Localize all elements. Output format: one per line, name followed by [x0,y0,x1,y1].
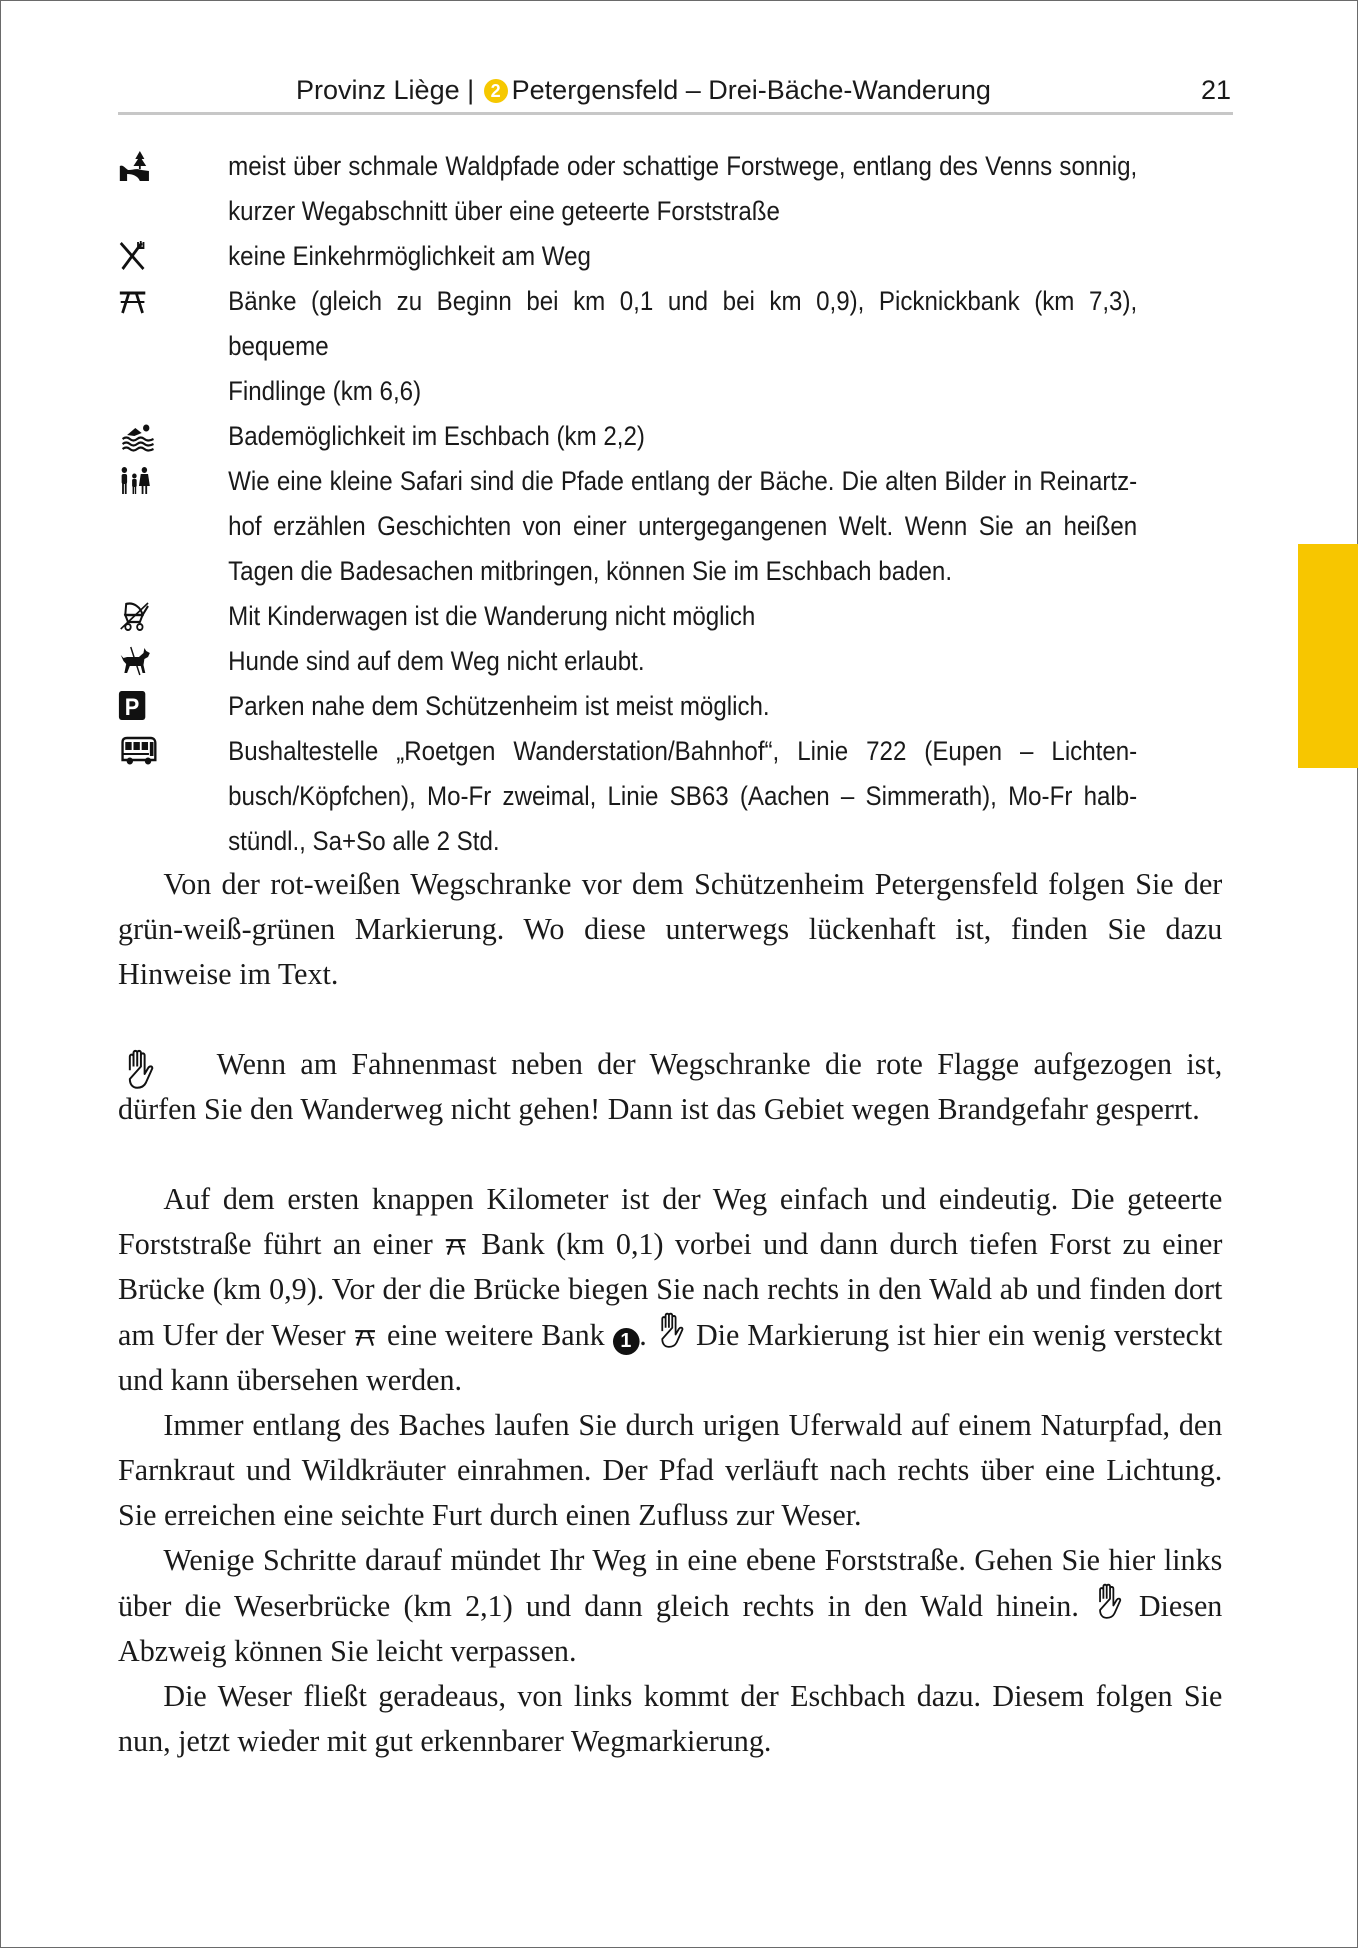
stroller-icon [118,600,151,632]
bench-icon-inline [444,1234,470,1258]
header-separator: | [467,75,475,105]
paragraph-start: Von der rot-weißen Wegschranke vor dem Schützenheim Petergensfeld folgen Sie der grün-weiß-grünen Markierung. Wo diese unterwegs lückenhaft ist, finden Sie dazu Hinweise im Text. [118,867,1223,991]
header-title [296,75,991,106]
info-line: Bänke (gleich zu Beginn bei km 0,1 und bei km 0,9), Picknickbank (km 7,3), bequeme [228,286,1138,361]
info-line: Mit Kinderwagen ist die Wanderung nicht möglich [228,601,756,631]
info-item-bench [118,279,1137,414]
family-icon [118,465,151,497]
bus-icon [118,735,160,767]
route-text-c: eine weitere Bank [386,1318,605,1352]
info-item-trail [118,144,1137,234]
info-item-dog [118,639,1137,684]
info-item-restaurant [118,234,1137,279]
parking-icon [118,690,151,722]
page-number: 21 [1200,75,1231,105]
trail-surface-icon [118,150,151,182]
info-line: Findlinge (km 6,6) [228,376,422,406]
header-region: Provinz Liège [296,75,460,105]
info-line: keine Einkehrmöglichkeit am Weg [228,241,591,271]
parking-letter: P [124,693,140,721]
info-item-swimming [118,414,1137,459]
info-line: stündl., Sa+So alle 2 Std. [228,826,500,856]
info-line: hof erzählen Geschichten von einer untergegangenen Welt. Wenn Sie an heißen [228,511,1138,541]
swimming-icon [118,420,158,452]
warning-hand-icon [655,1312,689,1348]
paragraph-route [118,1177,1222,1403]
paragraph-bridge [118,1538,1222,1674]
info-line: Parken nahe dem Schützenheim ist meist möglich. [228,691,770,721]
info-line: busch/Köpfchen), Mo-Fr zweimal, Linie SB63 (Aachen – Simmerath), Mo-Fr halb- [228,781,1138,811]
route-text-b: Bank (km 0,1) vorbei und dann durch tiefen Forst zu einer Brücke (km 0,9). Vor der die Brücke biegen Sie nach rechts in den Wald ab und finden dort am Ufer der Weser [118,1227,1223,1352]
warning-hand-icon [1092,1583,1126,1619]
paragraph-warning [118,1042,1222,1132]
warning-hand-icon [120,1049,159,1089]
header-tour-name: Petergensfeld – Drei-Bäche-Wanderung [511,75,991,105]
info-line: meist über schmale Waldpfade oder schattige Forstwege, entlang des Venns sonnig, [228,151,1138,181]
info-list [118,144,1137,864]
paragraph-brook: Immer entlang des Baches laufen Sie durch urigen Uferwald auf einem Naturpfad, den Farnkraut und Wildkräuter einrahmen. Der Pfad verläuft nach rechts über eine Lichtung. Sie erreichen eine seichte Furt durch einen Zufluss zur Weser. [118,1408,1223,1532]
route-text-d: . [639,1318,647,1352]
bridge-text-a: Wenige Schritte darauf mündet Ihr Weg in eine ebene Forststraße. Gehen Sie hier links über die Weserbrücke (km 2,1) und dann gleich rechts in den Wald hinein. [118,1543,1223,1623]
info-line: kurzer Wegabschnitt über eine geteerte Forststraße [228,196,780,226]
info-item-family [118,459,1137,594]
info-line: Bademöglichkeit im Eschbach (km 2,2) [228,421,645,451]
route-text-a: Auf dem ersten knappen Kilometer ist der Weg einfach und eindeutig. Die geteerte Forststraße führt an einer [118,1182,1223,1261]
info-line: Wie eine kleine Safari sind die Pfade entlang der Bäche. Die alten Bilder in Reinartz- [228,466,1138,496]
info-line: Bushaltestelle „Roetgen Wanderstation/Bahnhof“, Linie 722 (Eupen – Lichten- [228,736,1138,766]
info-line: Tagen die Badesachen mitbringen, können Sie im Eschbach baden. [228,556,953,586]
bench-icon-inline [353,1325,379,1349]
dog-icon [118,645,151,677]
info-line: Hunde sind auf dem Weg nicht erlaubt. [228,646,645,676]
route-text-e: Die Markierung ist hier ein wenig versteckt und kann übersehen werden. [118,1318,1223,1397]
chapter-thumb-tab [1298,544,1358,768]
main-text [118,862,1222,1764]
info-item-stroller [118,594,1137,639]
info-item-bus [118,729,1137,864]
bridge-text-b: Diesen Abzweig können Sie leicht verpassen. [118,1589,1223,1668]
paragraph-eschbach: Die Weser fließt geradeaus, von links kommt der Eschbach dazu. Diesem folgen Sie nun, jetzt wieder mit gut erkennbarer Wegmarkierung. [118,1679,1223,1758]
waypoint-marker: 1 [613,1328,640,1355]
tour-number-badge: 2 [484,79,508,103]
info-item-parking [118,684,1137,729]
restaurant-icon [118,240,151,272]
running-header [118,70,1233,115]
warning-text: Wenn am Fahnenmast neben der Wegschranke die rote Flagge aufgezogen ist, dürfen Sie den Wanderweg nicht gehen! Dann ist das Gebiet wegen Brandgefahr gesperrt. [118,1047,1223,1126]
bench-icon [118,285,151,317]
